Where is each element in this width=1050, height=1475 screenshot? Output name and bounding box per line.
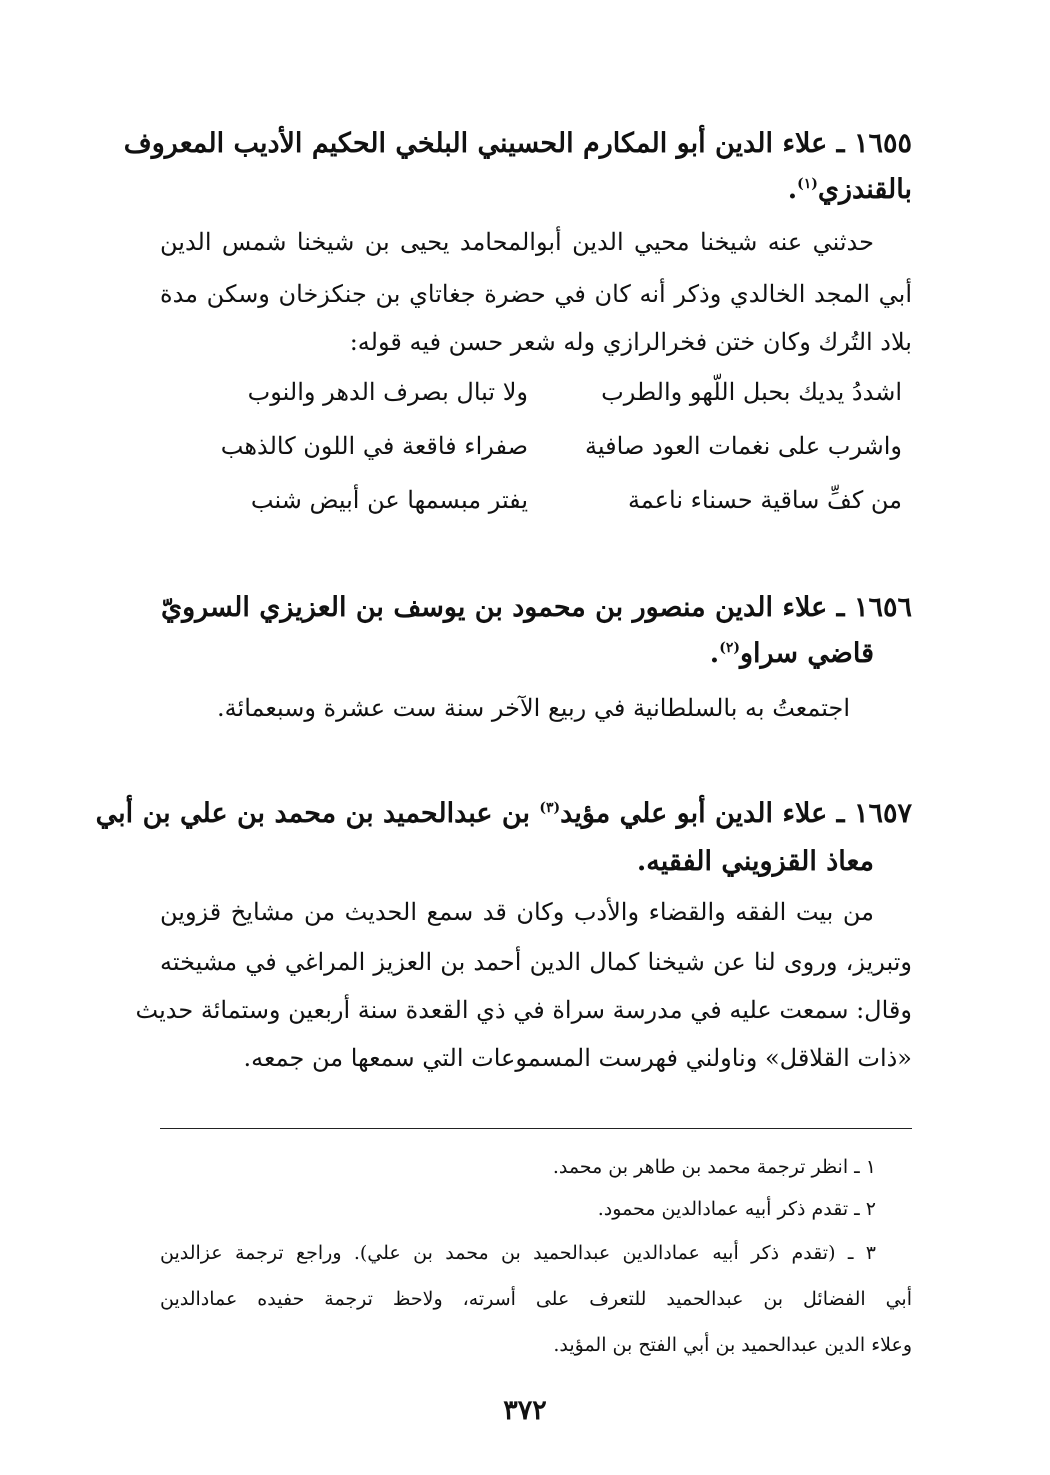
entry-1657-body-text-1: من بيت الفقه والقضاء والأدب وكان قد سمع الحديث من مشايخ قزوين (160, 898, 874, 926)
entry-1655-body-line-3: بلاد التُرك وكان ختن فخرالرازي وله شعر حسن فيه قوله: (349, 328, 912, 356)
footnote-divider (160, 1128, 912, 1129)
entry-1655-heading-line-1: ١٦٥٥ ـ علاء الدين أبو المكارم الحسيني البلخي الحكيم الأديب المعروف (123, 128, 912, 159)
verse-1-first-hemistich: اشددُ يديك بحبل اللّهو والطرب (601, 378, 902, 406)
footnote-2: ٢ ـ تقدم ذكر أبيه عمادالدين محمود. (597, 1198, 876, 1220)
heading-period: . (709, 638, 720, 669)
verse-3-second-hemistich: يفتر مبسمها عن أبيض شنب (250, 486, 528, 514)
entry-1655-body-line-2: أبي المجد الخالدي وذكر أنه كان في حضرة جغاتاي بن جنكزخان وسكن مدة (160, 280, 912, 308)
footnote-3-line-2: أبي الفضائل بن عبدالحميد للتعرف على أسرته، ولاحظ ترجمة حفيده عمادالدين (160, 1288, 912, 1310)
entry-1656-body-line-1: اجتمعتُ به بالسلطانية في ربيع الآخر سنة ست عشرة وسبعمائة. (217, 694, 850, 722)
entry-1657-heading-part-b: بن عبدالحميد بن محمد بن علي بن أبي (95, 798, 540, 829)
heading-period: . (787, 174, 798, 205)
footnote-1: ١ ـ انظر ترجمة محمد بن طاهر بن محمد. (552, 1156, 876, 1178)
verse-2-second-hemistich: صفراء فاقعة في اللون كالذهب (220, 432, 528, 460)
entry-1657-body-line-2: وتبريز، وروى لنا عن شيخنا كمال الدين أحمد بن العزيز المراغي في مشيخته (160, 948, 912, 976)
verse-2-first-hemistich: واشرب على نغمات العود صافية (585, 432, 902, 460)
entry-1657-body-line-1 (160, 898, 912, 926)
entry-1657-heading-line-2: معاذ القزويني الفقيه. (636, 846, 874, 877)
verse-3-first-hemistich: من كفِّ ساقية حسناء ناعمة (627, 486, 902, 514)
entry-1655-body-text-1: حدثني عنه شيخنا محيي الدين أبوالمحامد يحيى بن شيخنا شمس الدين (160, 228, 874, 256)
footnote-ref-1: (١) (797, 176, 818, 192)
entry-1657-heading-part-a: ١٦٥٧ ـ علاء الدين أبو علي مؤيد (560, 798, 912, 829)
entry-1656-heading-line-1: ١٦٥٦ ـ علاء الدين منصور بن محمود بن يوسف بن العزيزي السرويّ (160, 592, 912, 623)
footnote-3-line-3: وعلاء الدين عبدالحميد بن أبي الفتح بن المؤيد. (553, 1334, 912, 1356)
entry-1655-heading-name: بالقندزي (817, 174, 912, 205)
entry-1657-body-line-3: وقال: سمعت عليه في مدرسة سراة في ذي القعدة سنة أربعين وستمائة حديث (135, 996, 912, 1024)
entry-1657-heading-line-1 (95, 798, 912, 829)
entry-1656-heading-line-2 (160, 638, 912, 669)
footnote-ref-3: (٣) (539, 800, 561, 816)
entry-1655-body-line-1 (160, 228, 912, 256)
footnote-3-line-1: ٣ ـ (تقدم ذكر أبيه عمادالدين عبدالحميد بن محمد بن علي). وراجع ترجمة عزالدين (160, 1242, 876, 1264)
entry-1655-heading-line-2 (160, 174, 912, 205)
entry-1657-body-line-4: «ذات القلاقل» وناولني فهرست المسموعات التي سمعها من جمعه. (243, 1044, 912, 1072)
footnote-ref-2: (٢) (719, 640, 740, 656)
entry-1656-heading-name: قاضي سراو (739, 638, 874, 669)
page-number: ٣٧٢ (503, 1395, 547, 1426)
verse-1-second-hemistich: ولا تبال بصرف الدهر والنوب (247, 378, 528, 406)
